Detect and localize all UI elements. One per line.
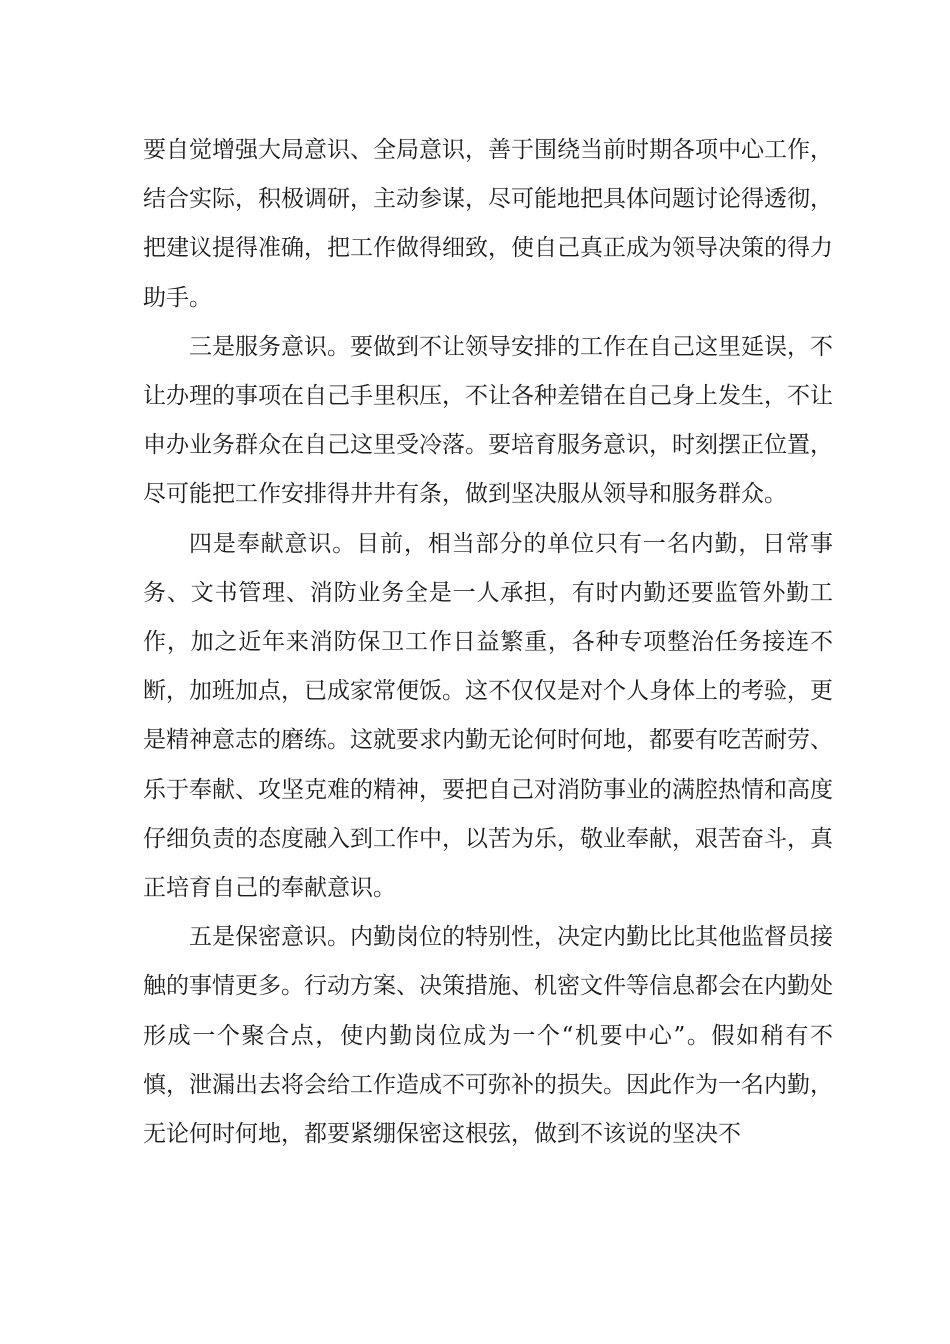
body-text — [143, 126, 833, 1159]
paragraph-service-awareness: 三是服务意识。要做到不让领导安排的工作在自己这里延误，不让办理的事项在自己手里积压，不让各种差错在自己身上发生，不让申办业务群众在自己这里受冷落。要培育服务意识，时刻摆正位置，尽可能把工作安排得井井有条，做到坚决服从领导和服务群众。 — [143, 333, 833, 508]
paragraph-confidentiality-awareness: 五是保密意识。内勤岗位的特别性，决定内勤比比其他监督员接触的事情更多。行动方案、决策措施、机密文件等信息都会在内勤处形成一个聚合点，使内勤岗位成为一个“机要中心”。假如稍有不慎，泄漏出去将会给工作造成不可弥补的损失。因此作为一名内勤，无论何时何地，都要紧绷保密这根弦，做到不该说的坚决不 — [143, 924, 833, 1148]
paragraph-continuation: 要自觉增强大局意识、全局意识，善于围绕当前时期各项中心工作，结合实际，积极调研，主动参谋，尽可能地把具体问题讨论得透彻，把建议提得准确，把工作做得细致，使自己真正成为领导决策的得力助手。 — [143, 137, 833, 311]
paragraph-dedication-awareness: 四是奉献意识。目前，相当部分的单位只有一名内勤，日常事务、文书管理、消防业务全是一人承担，有时内勤还要监管外勤工作，加之近年来消防保卫工作日益繁重，各种专项整治任务接连不断，加班加点，已成家常便饭。这不仅仅是对个人身体上的考验，更是精神意志的磨练。这就要求内勤无论何时何地，都要有吃苦耐劳、乐于奉献、攻坚克难的精神，要把自己对消防事业的满腔热情和高度仔细负责的态度融入到工作中，以苦为乐，敬业奉献，艰苦奋斗，真正培育自己的奉献意识。 — [143, 530, 833, 902]
